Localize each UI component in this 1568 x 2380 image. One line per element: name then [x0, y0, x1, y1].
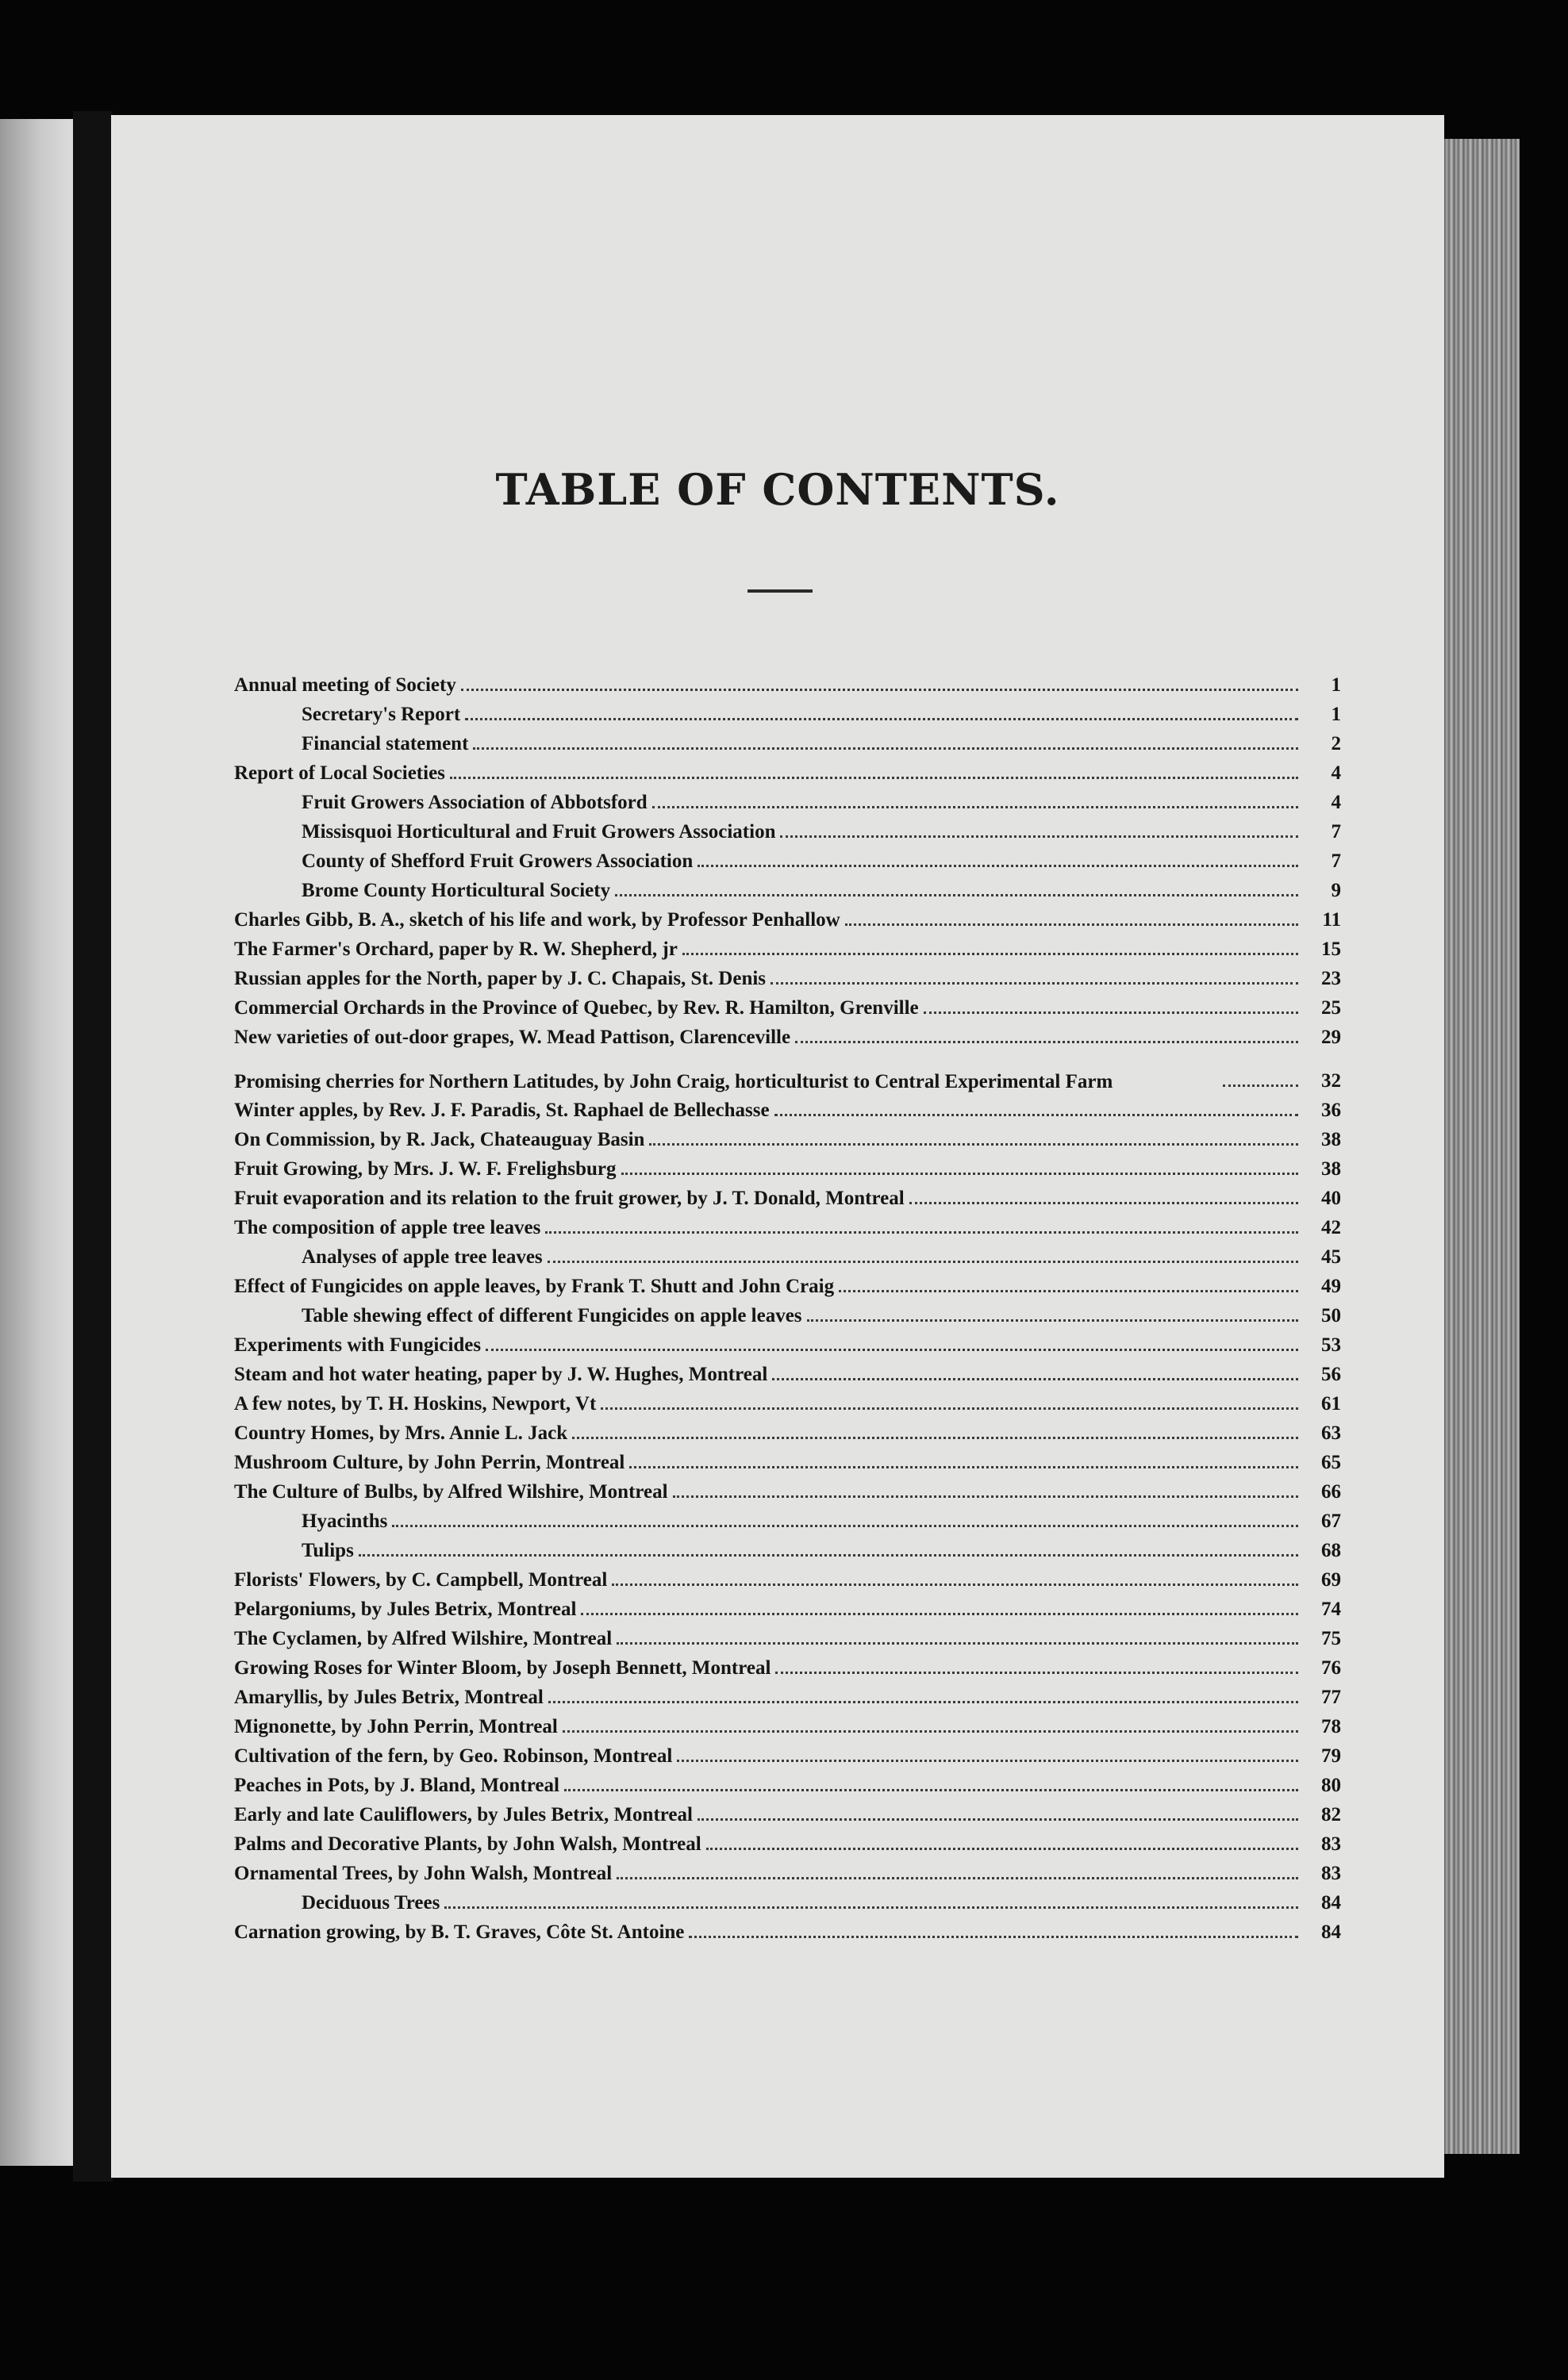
toc-entry-label: Missisquoi Horticultural and Fruit Growers Association — [302, 821, 776, 843]
toc-entry — [234, 670, 1341, 700]
toc-entry-label: Effect of Fungicides on apple leaves, by Frank T. Shutt and John Craig — [234, 1276, 835, 1297]
toc-entry-label: The composition of apple tree leaves — [234, 1217, 541, 1238]
dot-leader — [617, 1877, 1298, 1879]
toc-entry — [234, 1888, 1341, 1917]
toc-entry — [234, 1272, 1341, 1301]
toc-entry-page-number: 25 — [1321, 997, 1341, 1019]
toc-entry-label: County of Shefford Fruit Growers Association — [302, 850, 694, 872]
dot-leader — [689, 1936, 1298, 1938]
dot-leader — [548, 1261, 1298, 1263]
toc-entry — [234, 1917, 1341, 1947]
toc-entry — [234, 1683, 1341, 1712]
toc-entry-page-number: 61 — [1321, 1393, 1341, 1415]
toc-entry — [234, 964, 1341, 993]
book-gutter — [73, 111, 113, 2182]
toc-entry — [234, 729, 1341, 758]
toc-entry-page-number: 84 — [1321, 1892, 1341, 1914]
toc-entry-page-number: 53 — [1321, 1334, 1341, 1356]
toc-entry-label: Mignonette, by John Perrin, Montreal — [234, 1716, 558, 1737]
dot-leader — [450, 777, 1298, 779]
dot-leader — [392, 1525, 1298, 1527]
toc-entry-label: Growing Roses for Winter Bloom, by Joseph Bennett, Montreal — [234, 1657, 771, 1679]
dot-leader — [780, 835, 1298, 838]
toc-entry — [234, 1213, 1341, 1242]
toc-entry — [234, 1595, 1341, 1624]
dot-leader — [677, 1760, 1298, 1762]
scanned-page — [111, 115, 1444, 2178]
toc-entry-label: Fruit Growers Association of Abbotsford — [302, 792, 648, 813]
toc-entry-page-number: 4 — [1331, 792, 1341, 813]
toc-entry-label: Fruit evaporation and its relation to the fruit grower, by J. T. Donald, Montreal — [234, 1188, 905, 1209]
toc-entry-label: Charles Gibb, B. A., sketch of his life and work, by Professor Penhallow — [234, 909, 840, 931]
toc-entry — [234, 1125, 1341, 1154]
toc-entry-page-number: 1 — [1331, 704, 1341, 725]
toc-entry-label: Early and late Cauliflowers, by Jules Betrix, Montreal — [234, 1804, 693, 1825]
toc-entry — [234, 1536, 1341, 1565]
toc-entry — [234, 1389, 1341, 1418]
dot-leader — [673, 1495, 1298, 1498]
toc-entry — [234, 788, 1341, 817]
toc-entry — [234, 1624, 1341, 1653]
toc-entry — [234, 876, 1341, 905]
dot-leader — [548, 1701, 1298, 1703]
toc-entry — [234, 1360, 1341, 1389]
toc-entry-label: On Commission, by R. Jack, Chateauguay Basin — [234, 1129, 645, 1150]
dot-leader — [772, 1378, 1298, 1380]
toc-entry — [234, 1859, 1341, 1888]
dot-leader — [775, 1672, 1298, 1674]
toc-entry — [234, 1448, 1341, 1477]
toc-entry-label: Cultivation of the fern, by Geo. Robinson, Montreal — [234, 1745, 673, 1767]
toc-entry — [234, 1507, 1341, 1536]
title-rule — [747, 589, 813, 593]
toc-entry-label: Promising cherries for Northern Latitudes, by John Craig, horticulturist to Central Experimental Farm — [234, 1071, 1113, 1092]
dot-leader — [909, 1202, 1298, 1204]
dot-leader — [545, 1231, 1298, 1234]
toc-entry-page-number: 38 — [1321, 1129, 1341, 1150]
toc-entry — [234, 1242, 1341, 1272]
toc-entry-page-number: 49 — [1321, 1276, 1341, 1297]
toc-entry-page-number: 23 — [1321, 968, 1341, 989]
dot-leader — [771, 982, 1298, 985]
dot-leader — [807, 1319, 1298, 1322]
toc-entry-label: Commercial Orchards in the Province of Quebec, by Rev. R. Hamilton, Grenville — [234, 997, 919, 1019]
toc-entry — [234, 935, 1341, 964]
toc-entry — [234, 817, 1341, 846]
table-of-contents — [234, 670, 1341, 1947]
toc-entry-page-number: 29 — [1321, 1027, 1341, 1048]
toc-entry-label: Financial statement — [302, 733, 469, 754]
facing-page-edge — [0, 119, 73, 2166]
toc-entry-label: The Cyclamen, by Alfred Wilshire, Montreal — [234, 1628, 613, 1649]
dot-leader — [629, 1466, 1298, 1468]
toc-entry-label: Tulips — [302, 1540, 354, 1561]
toc-entry-label: The Culture of Bulbs, by Alfred Wilshire, Montreal — [234, 1481, 668, 1503]
toc-entry — [234, 1154, 1341, 1184]
toc-entry — [234, 1330, 1341, 1360]
toc-entry-page-number: 67 — [1321, 1511, 1341, 1532]
toc-entry-page-number: 83 — [1321, 1863, 1341, 1884]
toc-entry-label: Peaches in Pots, by J. Bland, Montreal — [234, 1775, 559, 1796]
toc-entry-page-number: 36 — [1321, 1100, 1341, 1121]
toc-entry — [234, 758, 1341, 788]
dot-leader — [1223, 1084, 1298, 1087]
toc-entry — [234, 905, 1341, 935]
dot-leader — [652, 806, 1298, 808]
dot-leader — [444, 1906, 1298, 1909]
toc-entry-label: Table shewing effect of different Fungicides on apple leaves — [302, 1305, 802, 1326]
toc-entry-page-number: 15 — [1321, 939, 1341, 960]
toc-entry-label: Carnation growing, by B. T. Graves, Côte St. Antoine — [234, 1921, 685, 1943]
toc-entry-label: Steam and hot water heating, paper by J. W. Hughes, Montreal — [234, 1364, 768, 1385]
toc-entry — [234, 1184, 1341, 1213]
dot-leader — [563, 1730, 1298, 1733]
toc-entry-page-number: 66 — [1321, 1481, 1341, 1503]
toc-entry-label: Country Homes, by Mrs. Annie L. Jack — [234, 1422, 568, 1444]
toc-entry-page-number: 78 — [1321, 1716, 1341, 1737]
toc-entry-label: Brome County Horticultural Society — [302, 880, 611, 901]
toc-entry — [234, 1052, 1341, 1096]
toc-entry-label: Pelargoniums, by Jules Betrix, Montreal — [234, 1599, 577, 1620]
toc-entry-label: A few notes, by T. H. Hoskins, Newport, Vt — [234, 1393, 597, 1415]
toc-entry-label: Analyses of apple tree leaves — [302, 1246, 543, 1268]
toc-entry-page-number: 38 — [1321, 1158, 1341, 1180]
toc-entry-page-number: 42 — [1321, 1217, 1341, 1238]
toc-entry-page-number: 63 — [1321, 1422, 1341, 1444]
dot-leader — [359, 1554, 1298, 1557]
dot-leader — [682, 953, 1298, 955]
toc-entry-page-number: 77 — [1321, 1687, 1341, 1708]
toc-entry-label: New varieties of out-door grapes, W. Mead Pattison, Clarenceville — [234, 1027, 791, 1048]
toc-entry-page-number: 65 — [1321, 1452, 1341, 1473]
toc-entry — [234, 1023, 1341, 1052]
toc-entry-page-number: 11 — [1322, 909, 1341, 931]
toc-entry-page-number: 9 — [1331, 880, 1341, 901]
toc-entry — [234, 700, 1341, 729]
toc-entry-page-number: 75 — [1321, 1628, 1341, 1649]
dot-leader — [615, 894, 1298, 896]
page-stack-edge — [1444, 139, 1520, 2154]
toc-entry-label: Amaryllis, by Jules Betrix, Montreal — [234, 1687, 544, 1708]
toc-entry — [234, 1741, 1341, 1771]
toc-entry-page-number: 80 — [1321, 1775, 1341, 1796]
toc-entry-page-number: 4 — [1331, 762, 1341, 784]
toc-entry — [234, 1418, 1341, 1448]
toc-entry-label: Deciduous Trees — [302, 1892, 440, 1914]
toc-entry — [234, 1829, 1341, 1859]
dot-leader — [486, 1349, 1298, 1351]
toc-entry — [234, 846, 1341, 876]
toc-entry-label: Winter apples, by Rev. J. F. Paradis, St. Raphael de Bellechasse — [234, 1100, 770, 1121]
toc-entry — [234, 1096, 1341, 1125]
toc-entry-page-number: 69 — [1321, 1569, 1341, 1591]
dot-leader — [839, 1290, 1298, 1292]
toc-entry-page-number: 1 — [1331, 674, 1341, 696]
toc-entry-page-number: 82 — [1321, 1804, 1341, 1825]
toc-entry-page-number: 84 — [1321, 1921, 1341, 1943]
dot-leader — [774, 1114, 1298, 1116]
toc-entry — [234, 993, 1341, 1023]
toc-entry — [234, 1712, 1341, 1741]
toc-entry-page-number: 50 — [1321, 1305, 1341, 1326]
toc-entry-page-number: 76 — [1321, 1657, 1341, 1679]
page-title: TABLE OF CONTENTS. — [495, 464, 1060, 515]
dot-leader — [698, 1818, 1298, 1821]
toc-entry-page-number: 83 — [1321, 1833, 1341, 1855]
toc-entry — [234, 1653, 1341, 1683]
toc-entry-label: Ornamental Trees, by John Walsh, Montreal — [234, 1863, 613, 1884]
dot-leader — [924, 1012, 1298, 1014]
toc-entry — [234, 1477, 1341, 1507]
toc-entry-page-number: 56 — [1321, 1364, 1341, 1385]
toc-entry-label: The Farmer's Orchard, paper by R. W. Shepherd, jr — [234, 939, 678, 960]
toc-entry-page-number: 45 — [1321, 1246, 1341, 1268]
dot-leader — [795, 1041, 1298, 1043]
toc-entry-label: Hyacinths — [302, 1511, 388, 1532]
toc-entry-page-number: 40 — [1321, 1188, 1341, 1209]
dot-leader — [581, 1613, 1298, 1615]
toc-entry-label: Report of Local Societies — [234, 762, 445, 784]
dot-leader — [612, 1583, 1298, 1586]
dot-leader — [473, 747, 1298, 750]
dot-leader — [845, 923, 1298, 926]
toc-entry — [234, 1301, 1341, 1330]
toc-entry — [234, 1771, 1341, 1800]
toc-entry — [234, 1565, 1341, 1595]
dot-leader — [601, 1407, 1298, 1410]
toc-entry-page-number: 7 — [1331, 821, 1341, 843]
toc-entry-label: Russian apples for the North, paper by J. C. Chapais, St. Denis — [234, 968, 767, 989]
dot-leader — [564, 1789, 1298, 1791]
toc-entry-label: Mushroom Culture, by John Perrin, Montreal — [234, 1452, 625, 1473]
dot-leader — [698, 865, 1298, 867]
toc-entry-label: Fruit Growing, by Mrs. J. W. F. Frelighsburg — [234, 1158, 617, 1180]
dot-leader — [649, 1143, 1298, 1146]
toc-entry-page-number: 32 — [1321, 1070, 1341, 1092]
toc-entry-page-number: 74 — [1321, 1599, 1341, 1620]
dot-leader — [617, 1642, 1298, 1645]
toc-entry — [234, 1800, 1341, 1829]
toc-entry-label: Palms and Decorative Plants, by John Walsh, Montreal — [234, 1833, 701, 1855]
dot-leader — [706, 1848, 1298, 1850]
toc-entry-label: Annual meeting of Society — [234, 674, 456, 696]
dot-leader — [572, 1437, 1298, 1439]
toc-entry-page-number: 7 — [1331, 850, 1341, 872]
dot-leader — [465, 718, 1298, 720]
toc-entry-label: Experiments with Fungicides — [234, 1334, 482, 1356]
toc-entry-page-number: 68 — [1321, 1540, 1341, 1561]
dot-leader — [621, 1173, 1298, 1175]
toc-entry-page-number: 79 — [1321, 1745, 1341, 1767]
dot-leader — [461, 689, 1298, 691]
toc-entry-label: Florists' Flowers, by C. Campbell, Montreal — [234, 1569, 608, 1591]
toc-entry-label: Secretary's Report — [302, 704, 461, 725]
toc-entry-page-number: 2 — [1331, 733, 1341, 754]
